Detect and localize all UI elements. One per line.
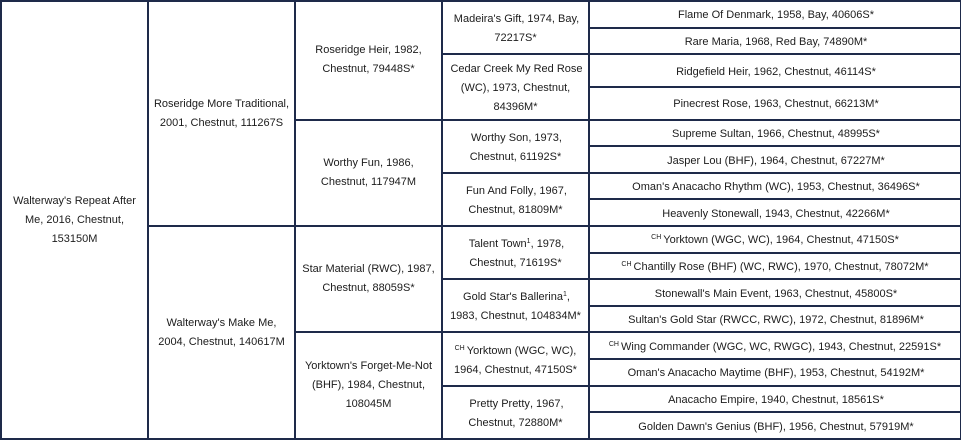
gen4-name: Madeira's Gift xyxy=(453,13,522,26)
gen5-name: Flame Of Denmark, 1958, Bay, 40606S* xyxy=(677,9,875,22)
gen5-cell xyxy=(589,279,961,306)
gen3-cell xyxy=(295,226,442,332)
gen3-name: Worthy Fun, 1986, Chestnut, 117947M xyxy=(320,156,417,188)
gen3-name: Yorktown's Forget-Me-Not (BHF), 1984, Chestnut, 108045M xyxy=(304,360,432,411)
gen4-name: Worthy Son xyxy=(471,131,529,144)
gen4-footnote: 1 xyxy=(562,291,567,299)
gen4-cell xyxy=(442,386,589,439)
gen4-cell xyxy=(442,54,589,119)
gen4-cell xyxy=(442,226,589,279)
gen5-name: Heavenly Stonewall, 1943, Chestnut, 42266M* xyxy=(662,207,890,220)
gen4-name: Yorktown (WGC, WC) xyxy=(466,344,574,357)
gen5-cell xyxy=(589,120,961,147)
gen5-name: Pinecrest Rose, 1963, Chestnut, 66213M* xyxy=(673,98,879,111)
gen4-prefix: CH xyxy=(454,344,465,352)
gen5-name: Sultan's Gold Star (RWCC, RWC), 1972, Chestnut, 81896M* xyxy=(628,314,924,327)
gen3-cell xyxy=(295,1,442,120)
gen4-cell xyxy=(442,1,589,54)
gen4-name: Pretty Pretty xyxy=(469,397,530,410)
gen5-prefix: CH xyxy=(651,234,662,242)
gen4-name: Cedar Creek My Red Rose (WC) xyxy=(450,62,583,94)
horse-name: Walterway's Repeat After Me, 2016, Chestnut, 153150M xyxy=(13,194,136,245)
gen3-name: Roseridge Heir, 1982, Chestnut, 79448S* xyxy=(315,44,422,76)
gen5-cell xyxy=(589,87,961,120)
gen5-cell xyxy=(589,386,961,413)
gen5-prefix: CH xyxy=(621,260,632,268)
gen4-details: , 1973, Chestnut, 61192S* xyxy=(469,131,562,163)
gen4-details: , 1974, Bay, 72217S* xyxy=(494,13,580,45)
gen5-name: Jasper Lou (BHF), 1964, Chestnut, 67227M* xyxy=(667,154,885,167)
gen5-cell xyxy=(589,28,961,55)
gen4-cell xyxy=(442,173,589,226)
sire-name: Roseridge More Traditional, 2001, Chestnut, 111267S xyxy=(153,97,290,129)
dam-cell xyxy=(148,226,295,439)
gen5-name: Stonewall's Main Event, 1963, Chestnut, 45800S* xyxy=(654,287,898,300)
gen5-prefix: CH xyxy=(608,340,619,348)
gen5-cell xyxy=(589,359,961,386)
gen4-details: , 1967, Chestnut, 81809M* xyxy=(468,184,567,216)
gen5-cell xyxy=(589,199,961,226)
gen4-details: , 1973, Chestnut, 84396M* xyxy=(486,81,571,113)
gen5-cell xyxy=(589,332,961,359)
gen5-name: Oman's Anacacho Maytime (BHF), 1953, Chestnut, 54192M* xyxy=(627,367,925,380)
gen5-cell xyxy=(589,173,961,200)
gen5-cell xyxy=(589,226,961,253)
gen5-name: Yorktown (WGC, WC), 1964, Chestnut, 47150S* xyxy=(663,234,899,247)
gen4-cell xyxy=(442,279,589,332)
gen5-name: Supreme Sultan, 1966, Chestnut, 48995S* xyxy=(672,127,880,140)
gen5-cell xyxy=(589,253,961,280)
sire-cell xyxy=(148,1,295,226)
gen3-name: Star Material (RWC), 1987, Chestnut, 88059S* xyxy=(302,263,435,295)
gen5-name: Rare Maria, 1968, Red Bay, 74890M* xyxy=(684,35,868,48)
gen4-cell xyxy=(442,332,589,385)
gen4-details: , 1967, Chestnut, 72880M* xyxy=(468,397,564,429)
gen5-name: Wing Commander (WGC, WC, RWGC), 1943, Chestnut, 22591S* xyxy=(621,340,942,353)
dam-name: Walterway's Make Me, 2004, Chestnut, 140617M xyxy=(158,316,285,348)
gen5-cell xyxy=(589,306,961,333)
horse-cell xyxy=(1,1,148,439)
gen4-cell xyxy=(442,120,589,173)
gen5-name: Chantilly Rose (BHF) (WC, RWC), 1970, Chestnut, 78072M* xyxy=(633,260,929,273)
gen5-name: Anacacho Empire, 1940, Chestnut, 18561S* xyxy=(668,393,884,406)
gen5-cell xyxy=(589,54,961,87)
gen5-cell xyxy=(589,412,961,439)
gen3-cell xyxy=(295,120,442,226)
gen4-footnote: 1 xyxy=(526,238,531,246)
gen4-name: Fun And Folly xyxy=(466,184,534,197)
gen5-name: Oman's Anacacho Rhythm (WC), 1953, Chestnut, 36496S* xyxy=(632,181,920,194)
gen4-details: , 1978, Chestnut, 71619S* xyxy=(469,238,565,270)
gen5-name: Ridgefield Heir, 1962, Chestnut, 46114S* xyxy=(676,65,876,78)
gen3-cell xyxy=(295,332,442,439)
gen4-name: Talent Town xyxy=(468,238,527,251)
gen5-cell xyxy=(589,146,961,173)
gen5-name: Golden Dawn's Genius (BHF), 1956, Chestnut, 57919M* xyxy=(638,420,914,433)
gen4-details: , 1983, Chestnut, 104834M* xyxy=(450,291,581,323)
gen4-name: Gold Star's Ballerina xyxy=(463,291,563,304)
gen4-details: , 1964, Chestnut, 47150S* xyxy=(454,344,577,376)
gen5-cell xyxy=(589,1,961,28)
